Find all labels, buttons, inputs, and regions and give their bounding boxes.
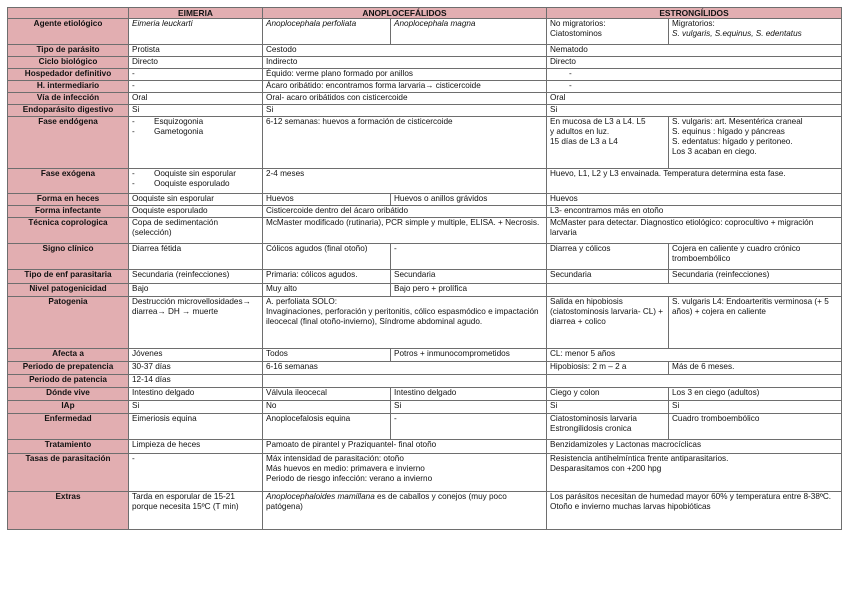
- tasas-estr-line2: Desparasitamos con +200 hpg: [550, 464, 662, 473]
- cell-endogena-estr2: [669, 117, 842, 169]
- tasas-anop-line1: Máx intensidad de parasitación: otoño: [266, 454, 404, 463]
- extras-anop-text: es de caballos y conejos (muy poco patógena): [266, 492, 507, 511]
- cell-infectante-anop: Cisticercoide dentro del ácaro oribátido: [263, 206, 547, 218]
- cell-nivel-eimeria: Bajo: [129, 284, 263, 297]
- row-donde: [8, 388, 842, 401]
- cell-donde-eimeria: Intestino delgado: [129, 388, 263, 401]
- row-label-infectante: Forma infectante: [8, 206, 129, 218]
- row-label-patencia: Periodo de patencia: [8, 375, 129, 388]
- cell-afecta-anop2: Potros + inmunocomprometidos: [391, 349, 547, 362]
- agente-estr1-line1: No migratorios:: [550, 19, 606, 28]
- row-infectante: [8, 206, 842, 218]
- cell-ciclo-anop: Indirecto: [263, 57, 547, 69]
- cell-heces-anop2: Huevos o anillos grávidos: [391, 194, 547, 206]
- cell-enfermedad-tipo-anop1: Primaria: cólicos agudos.: [263, 270, 391, 284]
- cell-ciclo-estr: Directo: [547, 57, 842, 69]
- cell-enfermedad-tipo-estr1: Secundaria: [547, 270, 669, 284]
- cell-enfermedad-eimeria: Eimeriosis equina: [129, 414, 263, 440]
- cell-signo-eimeria: Diarrea fétida: [129, 244, 263, 270]
- cell-endogena-eimeria: [129, 117, 263, 169]
- row-label-donde: Dónde vive: [8, 388, 129, 401]
- cell-patencia-estr: [547, 375, 842, 388]
- row-tratamiento: [8, 440, 842, 454]
- cell-prepatencia-anop: 6-16 semanas: [263, 362, 547, 375]
- parasite-comparison-table: [7, 7, 842, 530]
- cell-iap-anop1: No: [263, 401, 391, 414]
- cell-heces-anop1: Huevos: [263, 194, 391, 206]
- cell-intermediario-estr: -: [547, 81, 842, 93]
- row-label-iap: IAp: [8, 401, 129, 414]
- endogena-estr2-line3: S. edentatus: hígado y peritoneo.: [672, 137, 793, 146]
- row-agente: [8, 19, 842, 45]
- row-extras: [8, 492, 842, 530]
- cell-via-eimeria: Oral: [129, 93, 263, 105]
- row-label-endogena: Fase endógena: [8, 117, 129, 169]
- cell-signo-estr2: Cojera en caliente y cuadro crónico tromboembólico: [669, 244, 842, 270]
- row-endogena: [8, 117, 842, 169]
- row-ciclo: [8, 57, 842, 69]
- row-patogenia: [8, 297, 842, 349]
- agente-estr1-line2: Ciatostominos: [550, 29, 602, 38]
- cell-iap-estr2: Si: [669, 401, 842, 414]
- row-label-tratamiento: Tratamiento: [8, 440, 129, 454]
- row-enfermedad: [8, 414, 842, 440]
- cell-ciclo-eimeria: Directo: [129, 57, 263, 69]
- cell-prepatencia-eimeria: 30-37 días: [129, 362, 263, 375]
- row-label-patogenia: Patogenia: [8, 297, 129, 349]
- cell-patogenia-eimeria: Destrucción microvellosidades→ diarrea→ DH → muerte: [129, 297, 263, 349]
- header-anoplocefalidos: ANOPLOCEFÁLIDOS: [263, 8, 547, 19]
- cell-iap-eimeria: Si: [129, 401, 263, 414]
- cell-tecnica-eimeria: Copa de sedimentación (selección): [129, 218, 263, 244]
- cell-signo-estr1: Diarrea y cólicos: [547, 244, 669, 270]
- row-label-enfermedad-tipo: Tipo de enf parasitaria: [8, 270, 129, 284]
- cell-exogena-estr: Huevo, L1, L2 y L3 envainada. Temperatura determina esta fase.: [547, 169, 842, 194]
- cell-tecnica-estr: McMaster para detectar. Diagnostico etiológico: coprocultivo + migración larvaria: [547, 218, 842, 244]
- cell-nivel-estr: [547, 284, 842, 297]
- cell-via-anop: Oral- acaro oribátidos con cisticercoide: [263, 93, 547, 105]
- patogenia-anop-line1: A. perfoliata SOLO:: [266, 297, 337, 306]
- cell-infectante-estr: L3- encontramos más en otoño: [547, 206, 842, 218]
- cell-patencia-eimeria: 12-14 días: [129, 375, 263, 388]
- row-enfermedad-tipo: [8, 270, 842, 284]
- row-tecnica: [8, 218, 842, 244]
- enfermedad-estr1-line1: Ciatostominosis larvaria: [550, 414, 637, 423]
- cell-nivel-anop1: Muy alto: [263, 284, 391, 297]
- cell-tasas-eimeria: -: [129, 454, 263, 492]
- tasas-anop-line2: Más huevos en medio: primavera e invierno: [266, 464, 425, 473]
- endogena-estr2-line4: Los 3 acaban en ciego.: [672, 147, 757, 156]
- row-label-exogena: Fase exógena: [8, 169, 129, 194]
- exogena-eimeria-item2: - Ooquiste esporulado: [132, 179, 259, 189]
- cell-enfermedad-tipo-eimeria: Secundaria (reinfecciones): [129, 270, 263, 284]
- cell-endogena-estr1: [547, 117, 669, 169]
- cell-tasas-anop: [263, 454, 547, 492]
- cell-tipo-estr: Nematodo: [547, 45, 842, 57]
- row-nivel: [8, 284, 842, 297]
- row-iap: [8, 401, 842, 414]
- cell-tasas-estr: [547, 454, 842, 492]
- row-tasas: [8, 454, 842, 492]
- cell-iap-anop2: Si: [391, 401, 547, 414]
- cell-enfermedad-anop2: -: [391, 414, 547, 440]
- row-label-signo: Signo clínico: [8, 244, 129, 270]
- cell-endogena-anop: 6-12 semanas: huevos a formación de cisticercoide: [263, 117, 547, 169]
- cell-patogenia-anop: [263, 297, 547, 349]
- cell-afecta-eimeria: Jóvenes: [129, 349, 263, 362]
- cell-intermediario-eimeria: -: [129, 81, 263, 93]
- cell-hospedador-anop: Équido: verme plano formado por anillos: [263, 69, 547, 81]
- tasas-anop-line3: Periodo de riesgo infección: verano a invierno: [266, 474, 433, 483]
- row-label-tecnica: Técnica coprologica: [8, 218, 129, 244]
- row-label-tipo: Tipo de parásito: [8, 45, 129, 57]
- row-label-intermediario: H. intermediario: [8, 81, 129, 93]
- cell-agente-eimeria: Eimeria leuckarti: [129, 19, 263, 45]
- endogena-estr1-line1: En mucosa de L3 a L4. L5: [550, 117, 646, 126]
- cell-agente-estr1: [547, 19, 669, 45]
- cell-extras-anop: [263, 492, 547, 530]
- cell-hospedador-estr: -: [547, 69, 842, 81]
- extras-anop-species: Anoplocephaloides mamillana: [266, 492, 375, 501]
- cell-endoparasito-eimeria: Si: [129, 105, 263, 117]
- cell-enfermedad-anop1: Anoplocefalosis equina: [263, 414, 391, 440]
- endogena-estr1-line3: 15 días de L3 a L4: [550, 137, 618, 146]
- row-afecta: [8, 349, 842, 362]
- cell-via-estr: Oral: [547, 93, 842, 105]
- cell-patogenia-estr2: S. vulgaris L4: Endoarteritis verminosa (+ 5 años) + cojera en caliente: [669, 297, 842, 349]
- cell-heces-eimeria: Ooquiste sin esporular: [129, 194, 263, 206]
- cell-hospedador-eimeria: -: [129, 69, 263, 81]
- cell-tipo-eimeria: Protista: [129, 45, 263, 57]
- header-estrongilidos: ESTRONGÍLIDOS: [547, 8, 842, 19]
- enfermedad-estr1-line2: Estrongilidosis cronica: [550, 424, 632, 433]
- cell-donde-estr2: Los 3 en ciego (adultos): [669, 388, 842, 401]
- cell-afecta-anop1: Todos: [263, 349, 391, 362]
- row-label-ciclo: Ciclo biológico: [8, 57, 129, 69]
- cell-nivel-anop2: Bajo pero + prolífica: [391, 284, 547, 297]
- cell-heces-estr: Huevos: [547, 194, 842, 206]
- cell-endoparasito-estr: Si: [547, 105, 842, 117]
- tasas-estr-line1: Resistencia antihelmíntica frente antiparasitarios.: [550, 454, 729, 463]
- endogena-estr2-line1: S. vulgaris: art. Mesentérica craneal: [672, 117, 803, 126]
- endogena-estr1-line2: y adultos en luz.: [550, 127, 610, 136]
- exogena-eimeria-item1: - Ooquiste sin esporular: [132, 169, 259, 179]
- row-signo: [8, 244, 842, 270]
- row-intermediario: [8, 81, 842, 93]
- cell-donde-estr1: Ciego y colon: [547, 388, 669, 401]
- cell-patencia-anop: [263, 375, 547, 388]
- row-label-nivel: Nivel patogenicidad: [8, 284, 129, 297]
- row-heces: [8, 194, 842, 206]
- cell-extras-eimeria: Tarda en esporular de 15-21 porque necesita 15ºC (T min): [129, 492, 263, 530]
- row-hospedador: [8, 69, 842, 81]
- row-label-afecta: Afecta a: [8, 349, 129, 362]
- cell-tratamiento-anop: Pamoato de pirantel y Praziquantel- final otoño: [263, 440, 547, 454]
- header-eimeria: EIMERIA: [129, 8, 263, 19]
- row-label-heces: Forma en heces: [8, 194, 129, 206]
- cell-exogena-anop: 2-4 meses: [263, 169, 547, 194]
- row-label-tasas: Tasas de parasitación: [8, 454, 129, 492]
- endogena-eimeria-item1: - Esquizogonia: [132, 117, 259, 127]
- row-exogena: [8, 169, 842, 194]
- row-label-agente: Agente etiológico: [8, 19, 129, 45]
- row-label-endoparasito: Endoparásito digestivo: [8, 105, 129, 117]
- cell-prepatencia-estr1: Hipobiosis: 2 m – 2 a: [547, 362, 669, 375]
- cell-tipo-anop: Cestodo: [263, 45, 547, 57]
- cell-enfermedad-tipo-anop2: Secundaria: [391, 270, 547, 284]
- endogena-eimeria-item2: - Gametogonia: [132, 127, 259, 137]
- agente-estr2-line2: S. vulgaris, S.equinus, S. edentatus: [672, 29, 802, 38]
- cell-agente-estr2: [669, 19, 842, 45]
- cell-signo-anop1: Cólicos agudos (final otoño): [263, 244, 391, 270]
- row-label-enfermedad: Enfermedad: [8, 414, 129, 440]
- row-prepatencia: [8, 362, 842, 375]
- header-corner: [8, 8, 129, 19]
- row-label-hospedador: Hospedador definitivo: [8, 69, 129, 81]
- patogenia-anop-line2: Invaginaciones, perforación y peritonitis, cólico espasmódico e impactación ileocecal (final otoño-invierno), Síndrome abdominal agudo.: [266, 307, 539, 326]
- cell-prepatencia-estr2: Más de 6 meses.: [669, 362, 842, 375]
- cell-signo-anop2: -: [391, 244, 547, 270]
- cell-agente-anop1: Anoplocephala perfoliata: [263, 19, 391, 45]
- row-label-extras: Extras: [8, 492, 129, 530]
- cell-infectante-eimeria: Ooquiste esporulado: [129, 206, 263, 218]
- row-endoparasito: [8, 105, 842, 117]
- cell-enfermedad-estr1: [547, 414, 669, 440]
- cell-exogena-eimeria: [129, 169, 263, 194]
- cell-tecnica-anop: McMaster modificado (rutinaria), PCR simple y multiple, ELISA. + Necrosis.: [263, 218, 547, 244]
- row-tipo: [8, 45, 842, 57]
- cell-iap-estr1: Si: [547, 401, 669, 414]
- row-label-via: Vía de infección: [8, 93, 129, 105]
- cell-enfermedad-tipo-estr2: Secundaria (reinfecciones): [669, 270, 842, 284]
- cell-patogenia-estr1: Salida en hipobiosis (ciatostominosis larvaria- CL) + diarrea + colico: [547, 297, 669, 349]
- row-via: [8, 93, 842, 105]
- cell-enfermedad-estr2: Cuadro tromboembólico: [669, 414, 842, 440]
- cell-tratamiento-estr: Benzidamizoles y Lactonas macrocíclicas: [547, 440, 842, 454]
- cell-intermediario-anop: Ácaro oribátido: encontramos forma larvaria→ cisticercoide: [263, 81, 547, 93]
- agente-estr2-line1: Migratorios:: [672, 19, 715, 28]
- cell-extras-estr: Los parásitos necesitan de humedad mayor 60% y temperatura entre 8-38ºC. Otoño e invierno muchas larvas hipobióticas: [547, 492, 842, 530]
- cell-endoparasito-anop: Si: [263, 105, 547, 117]
- row-patencia: [8, 375, 842, 388]
- row-label-prepatencia: Periodo de prepatencia: [8, 362, 129, 375]
- endogena-estr2-line2: S. equinus : hígado y páncreas: [672, 127, 785, 136]
- cell-donde-anop2: Intestino delgado: [391, 388, 547, 401]
- cell-tratamiento-eimeria: Limpieza de heces: [129, 440, 263, 454]
- cell-afecta-estr: CL: menor 5 años: [547, 349, 842, 362]
- header-row: [8, 8, 842, 19]
- cell-donde-anop1: Válvula ileocecal: [263, 388, 391, 401]
- cell-agente-anop2: Anoplocephala magna: [391, 19, 547, 45]
